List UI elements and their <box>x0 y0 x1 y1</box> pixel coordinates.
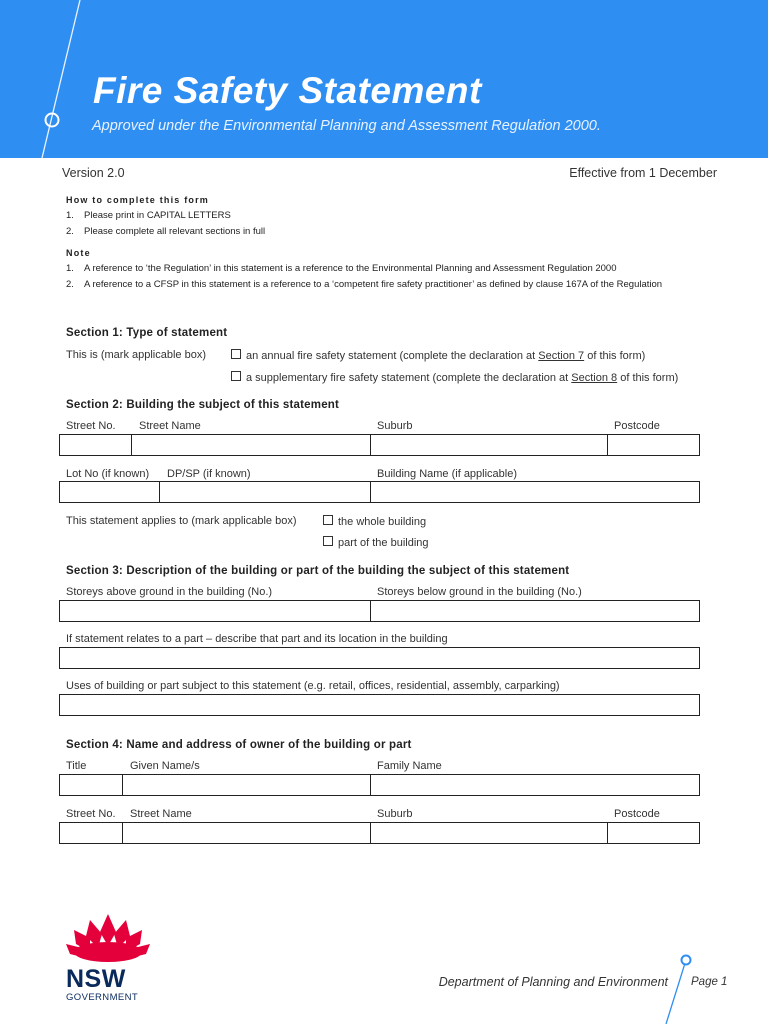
note-item: 2. A reference to a CFSP in this statement is a reference to a ‘competent fire safety practitioner’ as defined by clause 167A of the Regulation <box>66 279 663 290</box>
annual-checkbox[interactable] <box>231 349 241 359</box>
note-heading: Note <box>66 248 91 258</box>
owner-postcode-field[interactable] <box>607 822 700 844</box>
family-name-label: Family Name <box>377 760 442 772</box>
storeys-below-field[interactable] <box>370 600 700 622</box>
owner-title-field[interactable] <box>59 774 123 796</box>
page-number: Page 1 <box>691 976 728 988</box>
effective-date: Effective from 1 December <box>569 166 717 180</box>
howto-heading: How to complete this form <box>66 195 210 205</box>
owner-family-name-field[interactable] <box>370 774 700 796</box>
owner-street-name-label: Street Name <box>130 808 192 820</box>
supplementary-checkbox[interactable] <box>231 371 241 381</box>
street-name-label: Street Name <box>139 420 201 432</box>
dpsp-field[interactable] <box>159 481 371 503</box>
part-building-checkbox[interactable] <box>323 536 333 546</box>
owner-street-no-field[interactable] <box>59 822 123 844</box>
building-name-label: Building Name (if applicable) <box>377 468 518 480</box>
part-building-option[interactable]: part of the building <box>323 536 429 549</box>
section2-heading: Section 2: Building the subject of this statement <box>66 399 340 411</box>
lot-no-field[interactable] <box>59 481 160 503</box>
section1-heading: Section 1: Type of statement <box>66 327 228 339</box>
building-name-field[interactable] <box>370 481 700 503</box>
dpsp-label: DP/SP (if known) <box>167 468 251 480</box>
storeys-above-field[interactable] <box>59 600 371 622</box>
uses-label: Uses of building or part subject to this statement (e.g. retail, offices, residential, assembly, carparking) <box>66 680 560 692</box>
note-item: 1. A reference to ‘the Regulation’ in this statement is a reference to the Environmental Planning and Assessment Regulation 2000 <box>66 263 617 274</box>
lot-no-label: Lot No (if known) <box>66 468 150 480</box>
owner-postcode-label: Postcode <box>614 808 660 820</box>
owner-street-name-field[interactable] <box>122 822 371 844</box>
header-banner <box>0 0 768 158</box>
section8-link[interactable]: Section 8 <box>571 372 618 384</box>
owner-suburb-field[interactable] <box>370 822 608 844</box>
whole-building-option[interactable]: the whole building <box>323 515 426 528</box>
nsw-logo-text: NSW <box>66 965 126 993</box>
applies-prompt: This statement applies to (mark applicable box) <box>66 515 297 527</box>
department-name: Department of Planning and Environment <box>438 975 668 989</box>
building-street-name-field[interactable] <box>131 434 371 456</box>
part-description-label: If statement relates to a part – describe that part and its location in the building <box>66 633 448 645</box>
owner-street-no-label: Street No. <box>66 808 116 820</box>
page-title: Fire Safety Statement <box>93 70 482 111</box>
howto-item: 1. Please print in CAPITAL LETTERS <box>66 210 231 221</box>
owner-given-name-field[interactable] <box>122 774 371 796</box>
postcode-label: Postcode <box>614 420 660 432</box>
given-name-label: Given Name/s <box>130 760 200 772</box>
supplementary-statement-option[interactable]: a supplementary fire safety statement (complete the declaration at Section 8 of this form) <box>231 371 678 384</box>
building-street-no-field[interactable] <box>59 434 132 456</box>
section1-prompt: This is (mark applicable box) <box>66 349 206 361</box>
building-postcode-field[interactable] <box>607 434 700 456</box>
part-description-field[interactable] <box>59 647 700 669</box>
section4-heading: Section 4: Name and address of owner of the building or part <box>66 739 412 751</box>
waratah-logo-icon <box>62 910 154 966</box>
section7-link[interactable]: Section 7 <box>538 350 585 362</box>
section3-heading: Section 3: Description of the building or part of the building the subject of this statement <box>66 565 570 577</box>
government-logo-text: GOVERNMENT <box>66 992 139 1003</box>
version-label: Version 2.0 <box>62 166 125 180</box>
page-subtitle: Approved under the Environmental Planning and Assessment Regulation 2000. <box>92 118 601 134</box>
uses-field[interactable] <box>59 694 700 716</box>
suburb-label: Suburb <box>377 420 413 432</box>
storeys-above-label: Storeys above ground in the building (No.) <box>66 586 273 598</box>
annual-statement-option[interactable]: an annual fire safety statement (complete the declaration at Section 7 of this form) <box>231 349 645 362</box>
building-suburb-field[interactable] <box>370 434 608 456</box>
street-no-label: Street No. <box>66 420 116 432</box>
owner-suburb-label: Suburb <box>377 808 413 820</box>
title-label: Title <box>66 760 87 772</box>
whole-building-checkbox[interactable] <box>323 515 333 525</box>
howto-item: 2. Please complete all relevant sections in full <box>66 226 266 237</box>
storeys-below-label: Storeys below ground in the building (No.) <box>377 586 582 598</box>
